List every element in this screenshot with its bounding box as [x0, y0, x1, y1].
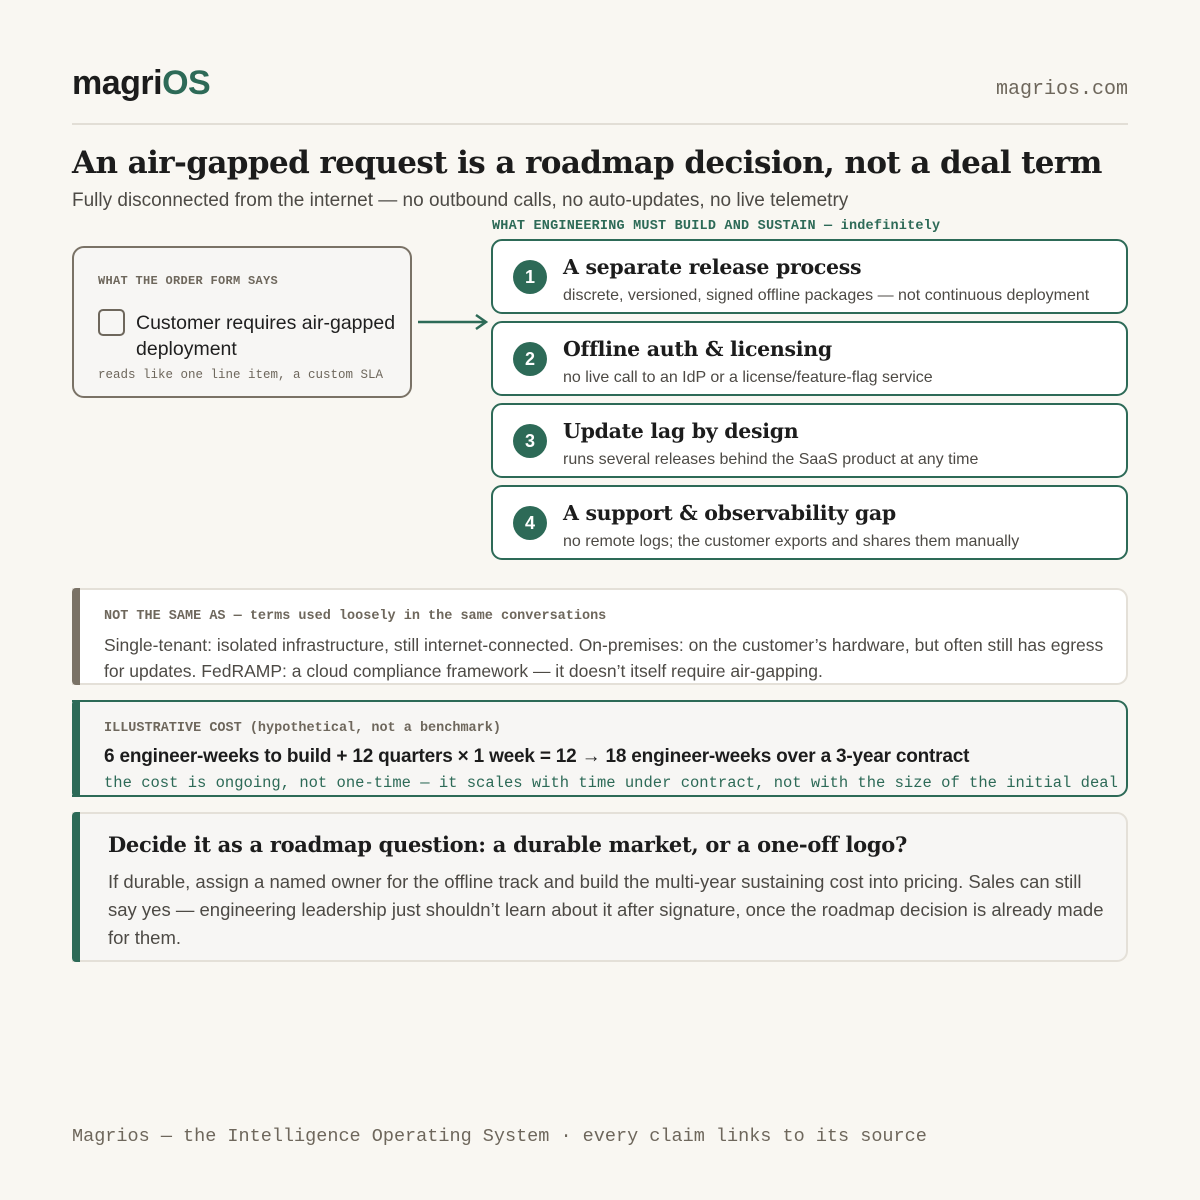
engineering-kicker: WHAT ENGINEERING MUST BUILD AND SUSTAIN — indefinitely	[492, 219, 941, 234]
step-description: discrete, versioned, signed offline packages — not continuous deployment	[563, 287, 1090, 304]
step-description: runs several releases behind the SaaS product at any time	[563, 451, 979, 468]
decision-title: Decide it as a roadmap question: a durable market, or a one-off logo?	[108, 832, 907, 857]
air-gapped-checkbox[interactable]	[98, 309, 125, 336]
cost-note: the cost is ongoing, not one-time — it scales with time under contract, not with the size of the initial deal	[104, 774, 1118, 792]
step-number-badge: 2	[513, 342, 547, 376]
order-form-requirement: Customer requires air-gapped deployment	[136, 312, 396, 360]
order-form-card	[72, 246, 412, 398]
arrow-right-icon	[418, 312, 492, 332]
decision-card	[72, 812, 1128, 962]
cost-calculation: 6 engineer-weeks to build + 12 quarters × 1 week = 12 → 18 engineer-weeks over a 3-year contract	[104, 746, 970, 767]
decision-body: If durable, assign a named owner for the offline track and build the multi-year sustaining cost into pricing. Sales can still say yes — engineering leadership just shouldn’t learn about it after signature, once the roadmap decision is already made for them.	[108, 871, 1104, 948]
step-card-support-gap	[491, 485, 1128, 560]
step-card-update-lag	[491, 403, 1128, 478]
page-subtitle: Fully disconnected from the internet — no outbound calls, no auto-updates, no live telemetry	[72, 190, 849, 211]
not-the-same-card	[72, 588, 1128, 685]
step-card-offline-auth	[491, 321, 1128, 396]
step-description: no live call to an IdP or a license/feature-flag service	[563, 369, 933, 386]
not-the-same-kicker: NOT THE SAME AS — terms used loosely in the same conversations	[104, 609, 607, 624]
brand-logo[interactable]	[72, 64, 210, 103]
brand-suffix: OS	[162, 64, 211, 102]
step-title: Offline auth & licensing	[563, 337, 832, 361]
header-divider	[72, 123, 1128, 125]
step-card-release-process	[491, 239, 1128, 314]
not-the-same-body: Single-tenant: isolated infrastructure, still internet-connected. On-premises: on the customer’s hardware, but often still has egress for updates. FedRAMP: a cloud compliance framework — it doesn’t itself require air-gapping.	[104, 635, 1104, 681]
step-number-badge: 3	[513, 424, 547, 458]
step-description: no remote logs; the customer exports and shares them manually	[563, 533, 1020, 550]
cost-kicker: ILLUSTRATIVE COST (hypothetical, not a benchmark)	[104, 721, 501, 736]
illustrative-cost-card	[72, 700, 1128, 797]
step-number-badge: 4	[513, 506, 547, 540]
page-title: An air-gapped request is a roadmap decision, not a deal term	[72, 145, 1102, 181]
page-footer: Magrios — the Intelligence Operating System · every claim links to its source	[72, 1126, 927, 1147]
step-title: Update lag by design	[563, 419, 799, 443]
step-number-badge: 1	[513, 260, 547, 294]
brand-prefix: magri	[72, 64, 163, 102]
step-title: A support & observability gap	[563, 501, 896, 525]
site-domain-link[interactable]: magrios.com	[995, 78, 1128, 101]
page	[72, 0, 1128, 1200]
order-form-kicker: WHAT THE ORDER FORM SAYS	[98, 274, 279, 288]
order-form-note: reads like one line item, a custom SLA	[98, 368, 384, 382]
step-title: A separate release process	[563, 255, 862, 279]
